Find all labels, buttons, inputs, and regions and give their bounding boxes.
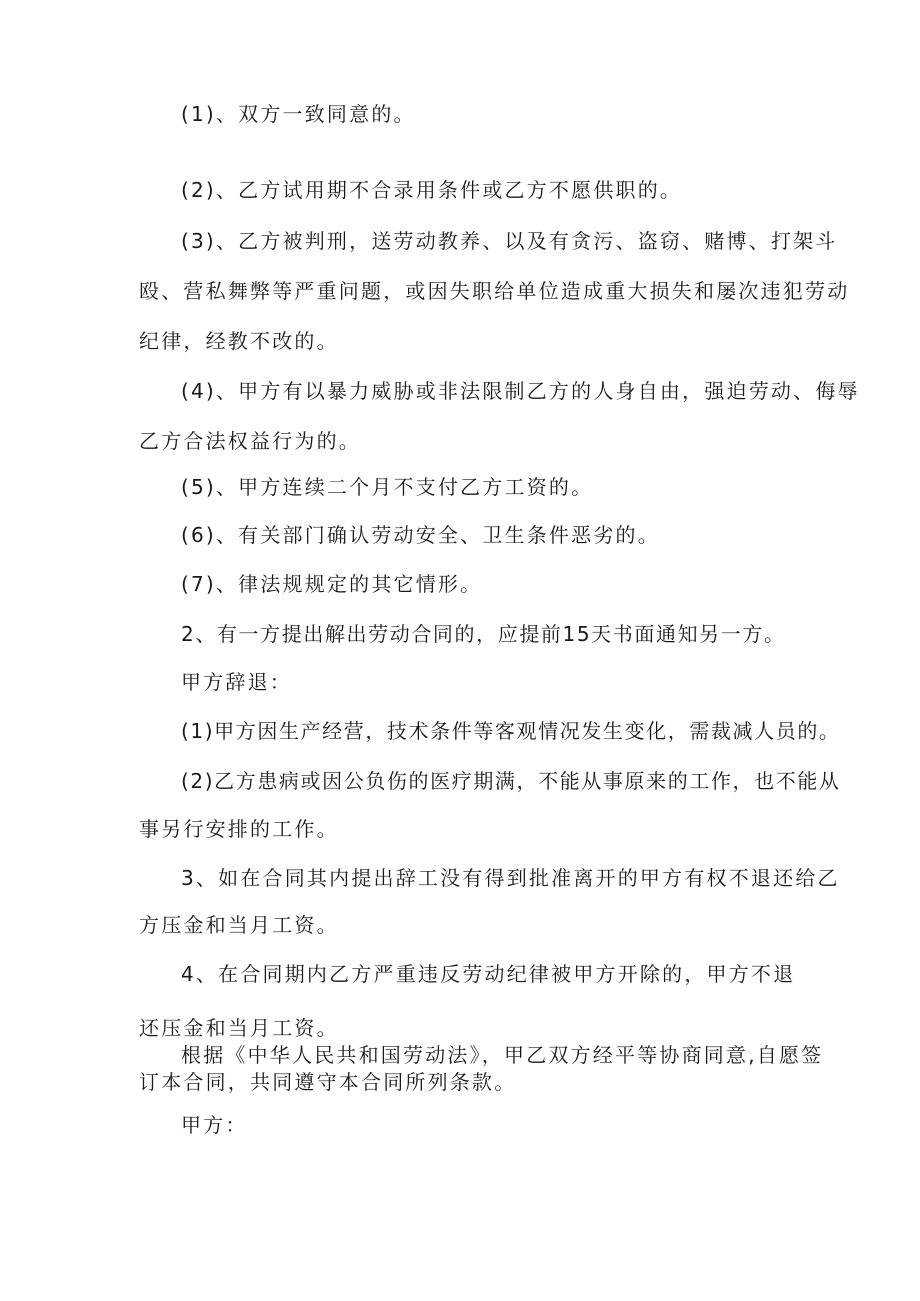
clause-3-line-2: 方压金和当月工资。 (139, 913, 339, 937)
clause-1-2: (2)、乙方试用期不合录用条件或乙方不愿供职的。 (181, 178, 683, 202)
closing-line-1: 根据《中华人民共和国劳动法》，甲乙双方经平等协商同意,自愿签 (181, 1043, 824, 1067)
dismissal-2-line-2: 事另行安排的工作。 (139, 817, 339, 841)
dismissal-heading: 甲方辞退： (181, 670, 292, 694)
clause-1-4-line-2: 乙方合法权益行为的。 (139, 429, 361, 453)
clause-1-7: (7)、律法规规定的其它情形。 (181, 572, 483, 596)
clause-1-3-line-1: (3)、乙方被判刑，送劳动教养、以及有贪污、盗窃、赌博、打架斗 (181, 229, 838, 253)
clause-4-line-2: 还压金和当月工资。 (139, 1016, 339, 1040)
clause-3-line-1: 3、如在合同其内提出辞工没有得到批准离开的甲方有权不退还给乙 (181, 866, 840, 890)
clause-1-5: (5)、甲方连续二个月不支付乙方工资的。 (181, 475, 594, 499)
dismissal-1: (1)甲方因生产经营，技术条件等客观情况发生变化，需裁减人员的。 (181, 719, 841, 743)
clause-1-3-line-2: 殴、营私舞弊等严重问题，或因失职给单位造成重大损失和屡次违犯劳动 (139, 279, 850, 303)
clause-1-3-line-3: 纪律，经教不改的。 (139, 329, 339, 353)
clause-1-1: (1)、双方一致同意的。 (181, 102, 416, 126)
clause-1-6: (6)、有关部门确认劳动安全、卫生条件恶劣的。 (181, 523, 660, 547)
clause-4-line-1: 4、在合同期内乙方严重违反劳动纪律被甲方开除的，甲方不退 (181, 962, 796, 986)
dismissal-2-line-1: (2)乙方患病或因公负伤的医疗期满，不能从事原来的工作，也不能从 (181, 769, 841, 793)
clause-1-4-line-1: (4)、甲方有以暴力威胁或非法限制乙方的人身自由，强迫劳动、侮辱 (181, 379, 860, 403)
closing-line-2: 订本合同，共同遵守本合同所列条款。 (139, 1070, 517, 1094)
clause-2: 2、有一方提出解出劳动合同的，应提前15天书面通知另一方。 (181, 622, 786, 646)
party-a-label: 甲方： (181, 1113, 248, 1137)
